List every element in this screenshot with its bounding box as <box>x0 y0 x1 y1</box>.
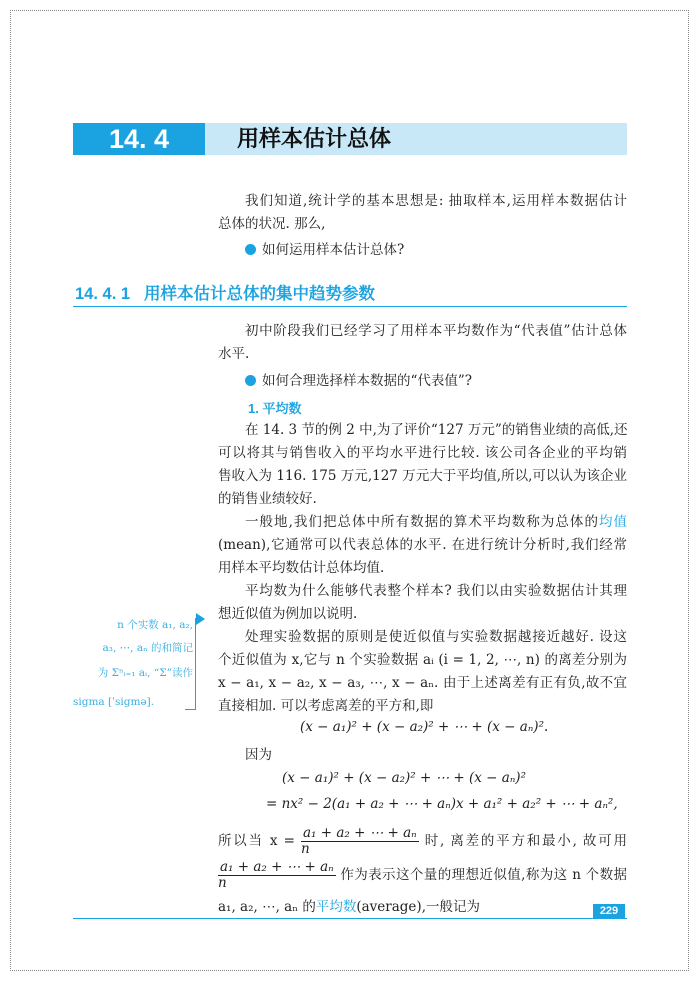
text: a₁, a₂, ⋯, aₙ 的 <box>218 899 316 915</box>
because: 因为 <box>245 747 272 763</box>
question-text: 如何合理选择样本数据的“代表值”? <box>262 373 473 389</box>
p1-line: 初中阶段我们已经学习了用样本平均数作为“代表值”估计总体 <box>245 323 627 339</box>
p3-line: (mean),它通常可以代表总体的水平. 在进行统计分析时,我们经常 <box>218 537 627 553</box>
section-number: 14. 4 <box>73 123 205 155</box>
intro-line-1: 我们知道,统计学的基本思想是: 抽取样本,运用样本数据估计 <box>245 193 627 209</box>
note-bracket-foot <box>185 709 196 710</box>
p1-line: 水平. <box>218 346 250 362</box>
formula-expansion-2: = nx² − 2(a₁ + a₂ + ⋯ + aₙ)x + a₁² + a₂² + ⋯ + aₙ², <box>266 796 618 812</box>
term-mean: 均值 <box>598 514 627 530</box>
p2-line: 售收入为 116. 175 万元,127 万元大于平均值,所以,可以认为该企业 <box>218 468 627 484</box>
denominator: n <box>300 841 310 857</box>
section-title: 用样本估计总体 <box>205 123 627 155</box>
bullet-icon <box>245 244 256 255</box>
term-average: 平均数 <box>315 899 357 915</box>
fraction <box>218 860 336 891</box>
p5-line: 个近似值为 x,它与 n 个实验数据 aᵢ (i = 1, 2, ⋯, n) 的离差分别为 <box>218 652 627 668</box>
p5-line: 直接相加. 可以考虑离差的平方和,即 <box>218 698 434 714</box>
p5-line: x − a₁, x − a₂, x − a₃, ⋯, x − aₙ. 由于上述离差有正有负,故不宜 <box>218 675 627 691</box>
p2-line: 在 14. 3 节的例 2 中,为了评价“127 万元”的销售业绩的高低,还 <box>245 422 628 438</box>
note-pointer-icon <box>196 613 205 625</box>
side-note-line: sigma [ˈsigmə]. <box>73 696 155 708</box>
side-note-line: 为 Σⁿᵢ₌₁ aᵢ, “Σ”读作 <box>97 667 193 679</box>
p2-line: 的销售业绩较好. <box>218 491 317 507</box>
conclusion-line-1 <box>218 826 627 857</box>
text: (average),一般记为 <box>356 899 480 915</box>
p4-line: 想近似值为例加以说明. <box>218 606 358 622</box>
side-note-line: a₃, ⋯, aₙ 的和简记 <box>102 642 193 654</box>
text: 一般地,我们把总体中所有数据的算术平均数称为总体的 <box>245 514 599 530</box>
formula-expansion-1: (x − a₁)² + (x − a₂)² + ⋯ + (x − aₙ)² <box>282 770 526 786</box>
p3-line <box>218 512 627 532</box>
numerator: a₁ + a₂ + ⋯ + aₙ <box>220 859 334 875</box>
conclusion-line-3 <box>218 897 627 917</box>
denominator: n <box>218 875 227 891</box>
subsection-title: 用样本估计总体的集中趋势参数 <box>144 285 376 303</box>
intro-question <box>218 240 627 260</box>
question-text: 如何运用样本估计总体? <box>262 242 405 258</box>
subsection-rule <box>73 306 627 307</box>
question-2 <box>218 371 627 391</box>
note-bracket <box>195 618 196 710</box>
page-number: 229 <box>593 904 625 919</box>
subsection-number: 14. 4. 1 <box>75 285 131 303</box>
p5-line: 处理实验数据的原则是使近似值与实验数据越接近越好. 设这 <box>245 629 627 645</box>
subsection-heading <box>75 280 375 304</box>
side-note-line: n 个实数 a₁, a₂, <box>117 619 193 631</box>
text: 所以当 x = <box>218 833 295 849</box>
p3-line: 用样本平均数估计总体均值. <box>218 560 385 576</box>
footer-rule <box>73 918 627 919</box>
text: 作为表示这个量的理想近似值,称为这 n 个数据 <box>340 867 627 883</box>
fraction <box>301 826 419 857</box>
conclusion-line-2 <box>218 860 627 891</box>
p2-line: 可以将其与销售收入的平均水平进行比较. 该公司各企业的平均销 <box>218 445 627 461</box>
text: 时, 离差的平方和最小, 故可用 <box>424 833 627 849</box>
p4-line: 平均数为什么能够代表整个样本? 我们以由实验数据估计其理 <box>245 583 627 599</box>
subheading-mean: 1. 平均数 <box>248 401 302 416</box>
formula-sum-squares: (x − a₁)² + (x − a₂)² + ⋯ + (x − aₙ)². <box>300 719 549 735</box>
numerator: a₁ + a₂ + ⋯ + aₙ <box>302 825 417 841</box>
bullet-icon <box>245 375 256 386</box>
intro-line-2: 总体的状况. 那么, <box>218 216 326 232</box>
